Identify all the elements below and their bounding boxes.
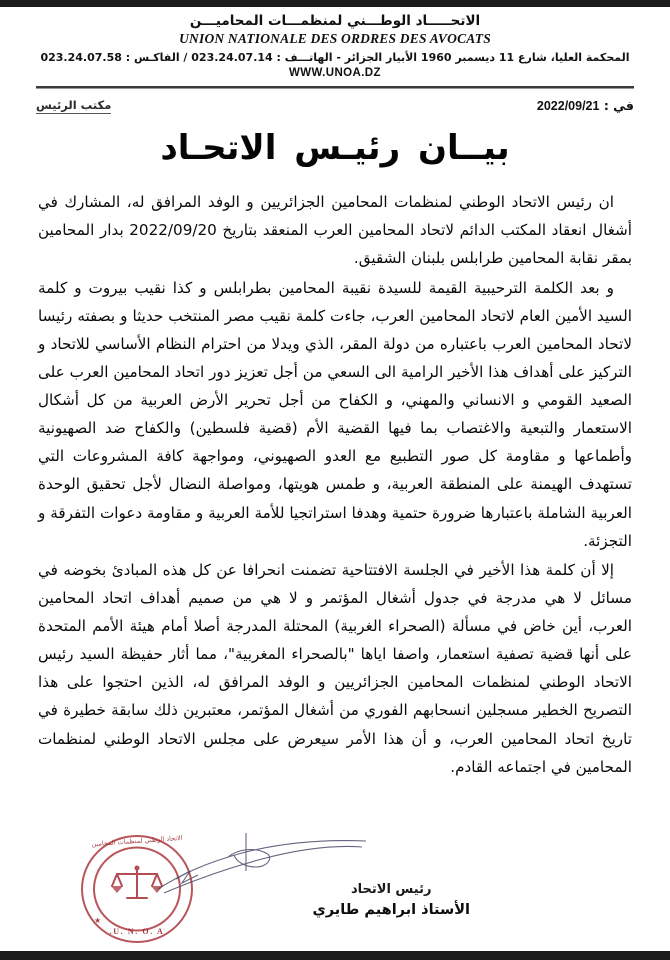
issuing-office-label: مكتب الرئيس (36, 98, 112, 113)
body-paragraph-3: إلا أن كلمة هذا الأخير في الجلسة الافتتاحية تضمنت انحرافا عن كل هذه المبادئ بخوضه في مسائل لا هي مدرجة في جدول أشغال المؤتمر و لا هي من صميم أهداف اتحاد المحامين العرب، أين خاض في مسألة (الصحراء الغربية) المحتلة المدرجة أصلا أمام هيئة الأمم المتحدة على أنها قضية تصفية استعمار، واصفا اياها "بالصحراء المغربية"، مما أثار حفيظة السيد رئيس الاتحاد الوطني لمنظمات المحامين الجزائريين و الوفد المرافق له، الذين احتجوا على هذا التصريح الخطير مسجلين انسحابهم الفوري من أشغال المؤتمر، معتبرين ذلك سابقة خطيرة في تاريخ اتحاد المحامين العرب، و أن هذا الأمر سيعرض على مجلس الاتحاد الوطني لمنظمات المحامين في اجتماعه القادم. (38, 560, 632, 776)
date-value: 2022/09/21 (536, 99, 600, 114)
seal-arabic-text: الاتحاد الوطني لمنظمات المحامين (91, 833, 183, 849)
seal-latin-text: U. N. O. A. (109, 927, 165, 936)
document-title: بيــان رئيـس الاتحـاد (160, 128, 510, 169)
letterhead-website: WWW.UNOA.DZ (289, 67, 381, 80)
organization-name-french: UNION NATIONALE DES ORDRES DES AVOCATS (179, 31, 491, 47)
scan-edge-band-top (0, 0, 670, 7)
document-date (537, 98, 634, 113)
scan-edge-band-bottom (0, 951, 670, 960)
body-paragraph-2: و بعد الكلمة الترحيبية القيمة للسيدة نقيبة المحامين بطرابلس و كذا نقيب بيروت و كلمة السيد الأمين العام لاتحاد المحامين العرب، جاءت كلمة نقيب مصر المنتخب حديثا و بصفته رئيسا لاتحاد المحامين العرب باعتباره من دولة المقر، الذي ويدلا من احترام النظام الأساسي للاتحاد و التركيز على أهداف هذا الأخير الرامية الى السعي من أجل تعزيز دور اتحاد المحامين العرب على الصعيد القومي و الانساني والمهني، و الكفاح من أجل تحرير الأرض العربية من كل أشكال الاستعمار والتبعية والاغتصاب بما فيها القضية الأم (قضية فلسطين) والكفاح ضد الصهيونية وأطماعها و مقاومة كل صور التطبيع مع العدو الصهيوني، ومواجهة كافة المشروعات التي تستهدف الهيمنة على المنطقة العربية، و طمس هويتها، ومواصلة النضال لأجل تحقيق الوحدة العربية الشاملة باعتبارها ضرورة حتمية وهدفا استراتجيا للأمة العربية و مقاومة دعوات التفرقة و التجزئة. (38, 278, 632, 550)
signatory-name: الأستاذ ابراهيم طايري (312, 901, 470, 918)
signatory-role: رئيس الاتحاد (350, 882, 432, 898)
document-body (22, 188, 648, 781)
document-sheet (0, 7, 670, 951)
header-divider-rule (36, 86, 634, 89)
letterhead-address-and-phone: المحكمة العليا، شارع 11 ديسمبر 1960 الأبيار الجزائر - الهاتـــف : 023.24.07.14 / الفاكـس : 023.24.07.58 (40, 51, 630, 65)
date-prefix-label: في : (603, 98, 634, 114)
letterhead (22, 7, 648, 79)
scales-of-justice-icon (109, 864, 165, 906)
document-meta-row (22, 98, 648, 114)
signature-zone (0, 817, 670, 947)
signature-block (312, 881, 470, 921)
body-paragraph-1: ان رئيس الاتحاد الوطني لمنظمات المحامين الجزائريين و الوفد المرافق له، المشارك في أشغال انعقاد المكتب الدائم لاتحاد المحامين العرب المنعقد بتاريخ 2022/09/20 بدار المحامين بمقر نقابة المحامين طرابلس بلبنان الشقيق. (38, 193, 632, 268)
organization-name-arabic: الاتحـــــاد الوطـــني لمنظمـــات المحاميـــن (189, 13, 481, 29)
official-seal-stamp (78, 833, 196, 945)
seal-star-icon: ★ (94, 916, 102, 925)
